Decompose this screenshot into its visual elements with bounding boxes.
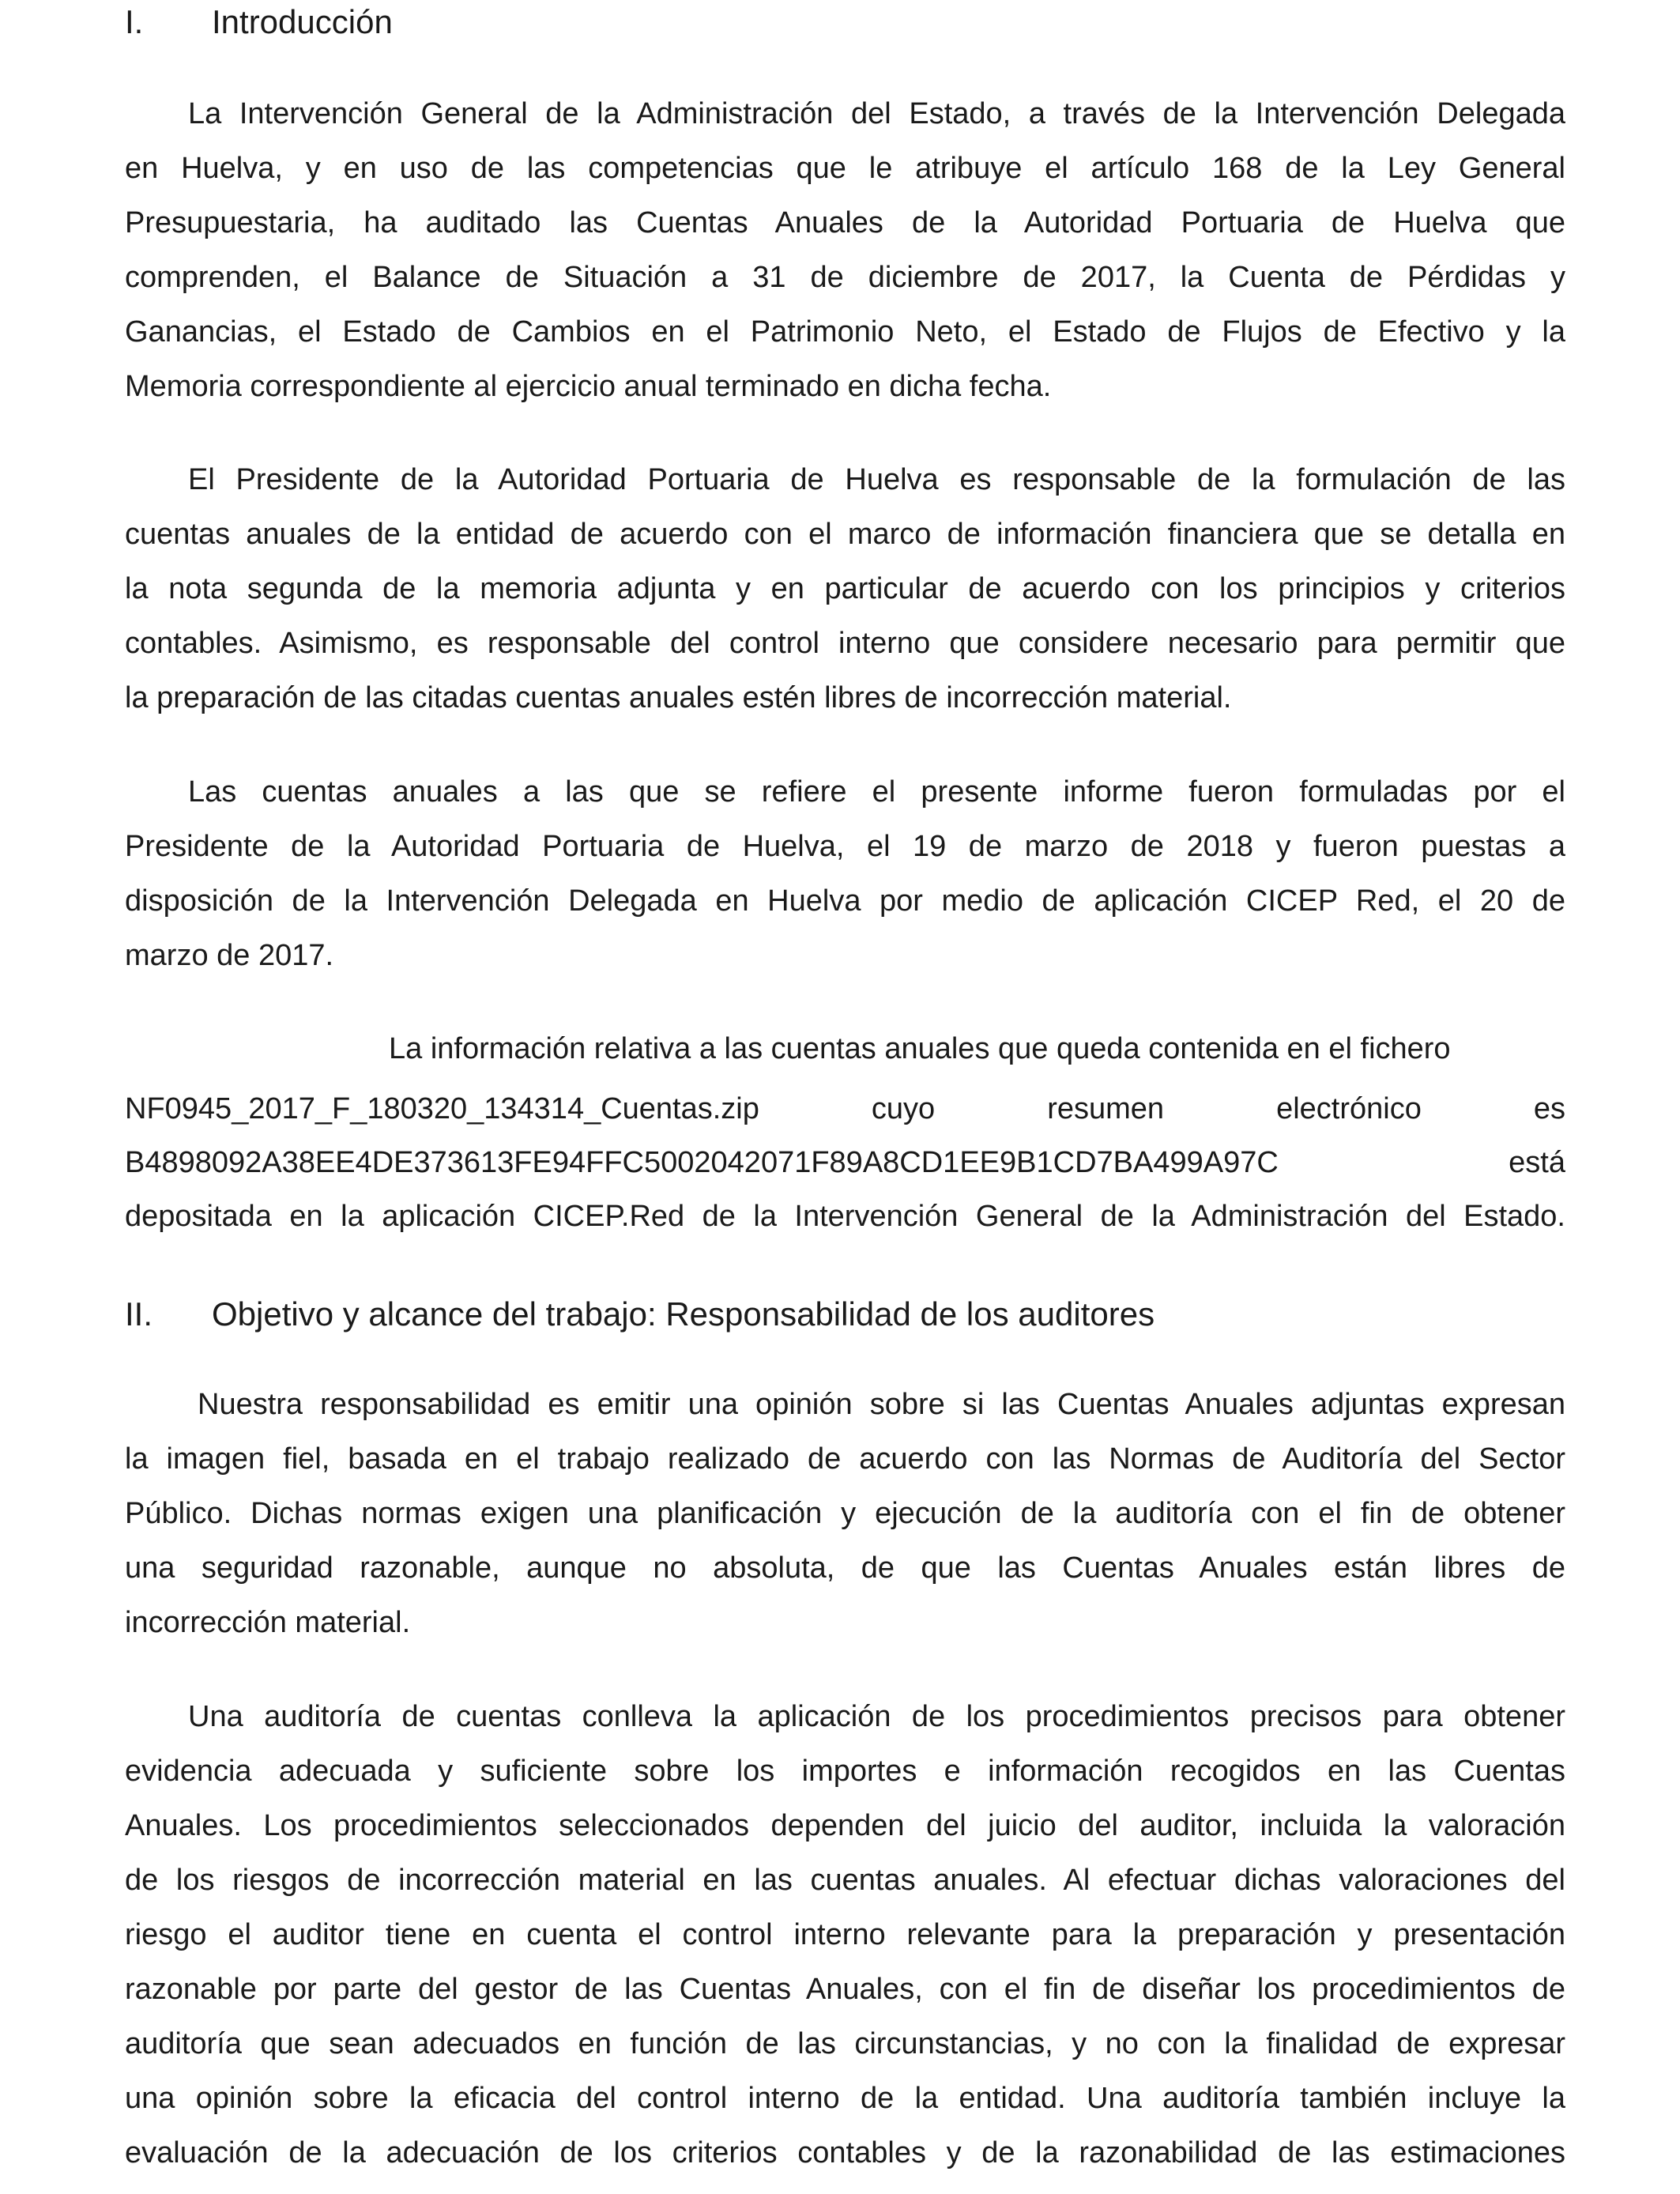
paragraph-line: la imagen fiel, basada en el trabajo realizado de acuerdo con las Normas de Auditoría del Sector — [125, 1442, 1565, 1476]
paragraph-line: Ganancias, el Estado de Cambios en el Patrimonio Neto, el Estado de Flujos de Efectivo y la — [125, 315, 1565, 349]
paragraph-responsabilidad-presidente — [125, 453, 1565, 726]
paragraph-line: razonable por parte del gestor de las Cuentas Anuales, con el fin de diseñar los procedimientos de — [125, 1973, 1565, 2006]
paragraph-line: comprenden, el Balance de Situación a 31 de diciembre de 2017, la Cuenta de Pérdidas y — [125, 261, 1565, 294]
paragraph-line: Público. Dichas normas exigen una planificación y ejecución de la auditoría con el fin de obtener — [125, 1497, 1565, 1530]
paragraph-line: Una auditoría de cuentas conlleva la aplicación de los procedimientos precisos para obtener — [188, 1700, 1565, 1733]
paragraph-line: la preparación de las citadas cuentas anuales estén libres de incorrección material. — [125, 681, 1232, 714]
section-title: Objetivo y alcance del trabajo: Responsabilidad de los auditores — [212, 1295, 1155, 1333]
paragraph-line: una seguridad razonable, aunque no absoluta, de que las Cuentas Anuales están libres de — [125, 1551, 1565, 1585]
paragraph-line: Anuales. Los procedimientos seleccionados dependen del juicio del auditor, incluida la valoración — [125, 1809, 1565, 1842]
paragraph-line: evidencia adecuada y suficiente sobre los importes e información recogidos en las Cuentas — [125, 1755, 1565, 1788]
paragraph-line: auditoría que sean adecuados en función de las circunstancias, y no con la finalidad de expresar — [125, 2027, 1565, 2060]
section-heading-objetivo — [125, 1292, 1155, 1336]
paragraph-line: riesgo el auditor tiene en cuenta el control interno relevante para la preparación y presentación — [125, 1918, 1565, 1951]
paragraph-line: La información relativa a las cuentas anuales que queda contenida en el fichero — [389, 1032, 1451, 1065]
paragraph-line: Presidente de la Autoridad Portuaria de Huelva, el 19 de marzo de 2018 y fueron puestas a — [125, 830, 1565, 863]
paragraph-line: marzo de 2017. — [125, 939, 334, 972]
paragraph-line: disposición de la Intervención Delegada en Huelva por medio de aplicación CICEP Red, el 20 de — [125, 884, 1565, 918]
paragraph-intro — [125, 87, 1565, 414]
paragraph-line: contables. Asimismo, es responsable del control interno que considere necesario para permitir que — [125, 627, 1565, 660]
paragraph-line: El Presidente de la Autoridad Portuaria de Huelva es responsable de la formulación de las — [188, 463, 1565, 496]
paragraph-line: incorrección material. — [125, 1606, 411, 1639]
section-title: Introducción — [212, 3, 393, 40]
file-name-line: NF0945_2017_F_180320_134314_Cuentas.zip cuyo resumen electrónico es — [125, 1092, 1565, 1125]
paragraph-line: Presupuestaria, ha auditado las Cuentas Anuales de la Autoridad Portuaria de Huelva que — [125, 206, 1565, 239]
section-number: II. — [125, 1295, 153, 1333]
paragraph-line: cuentas anuales de la entidad de acuerdo con el marco de información financiera que se detalla en — [125, 518, 1565, 551]
paragraph-line: Las cuentas anuales a las que se refiere el presente informe fueron formuladas por el — [188, 775, 1565, 809]
paragraph-line: evaluación de la adecuación de los criterios contables y de la razonabilidad de las estimaciones — [125, 2136, 1565, 2169]
section-heading-introduccion — [125, 0, 393, 44]
paragraph-line: Memoria correspondiente al ejercicio anual terminado en dicha fecha. — [125, 370, 1052, 403]
hash-line: B4898092A38EE4DE373613FE94FFC5002042071F89A8CD1EE9B1CD7BA499A97C está — [125, 1146, 1565, 1179]
section-number: I. — [125, 3, 144, 40]
paragraph-formulacion — [125, 765, 1565, 983]
paragraph-line: en Huelva, y en uso de las competencias que le atribuye el artículo 168 de la Ley General — [125, 152, 1565, 185]
paragraph-line: Nuestra responsabilidad es emitir una opinión sobre si las Cuentas Anuales adjuntas expresan — [198, 1388, 1565, 1421]
paragraph-responsabilidad-auditores — [125, 1378, 1565, 1650]
paragraph-procedimientos — [125, 1690, 1565, 2181]
paragraph-line: la nota segunda de la memoria adjunta y en particular de acuerdo con los principios y criterios — [125, 572, 1565, 605]
paragraph-line: de los riesgos de incorrección material en las cuentas anuales. Al efectuar dichas valoraciones del — [125, 1864, 1565, 1897]
paragraph-line: La Intervención General de la Administración del Estado, a través de la Intervención Delegada — [188, 97, 1565, 130]
paragraph-line: depositada en la aplicación CICEP.Red de la Intervención General de la Administración del Estado. — [125, 1200, 1565, 1233]
paragraph-line: una opinión sobre la eficacia del control interno de la entidad. Una auditoría también incluye la — [125, 2082, 1565, 2115]
paragraph-fichero — [125, 1022, 1565, 1243]
